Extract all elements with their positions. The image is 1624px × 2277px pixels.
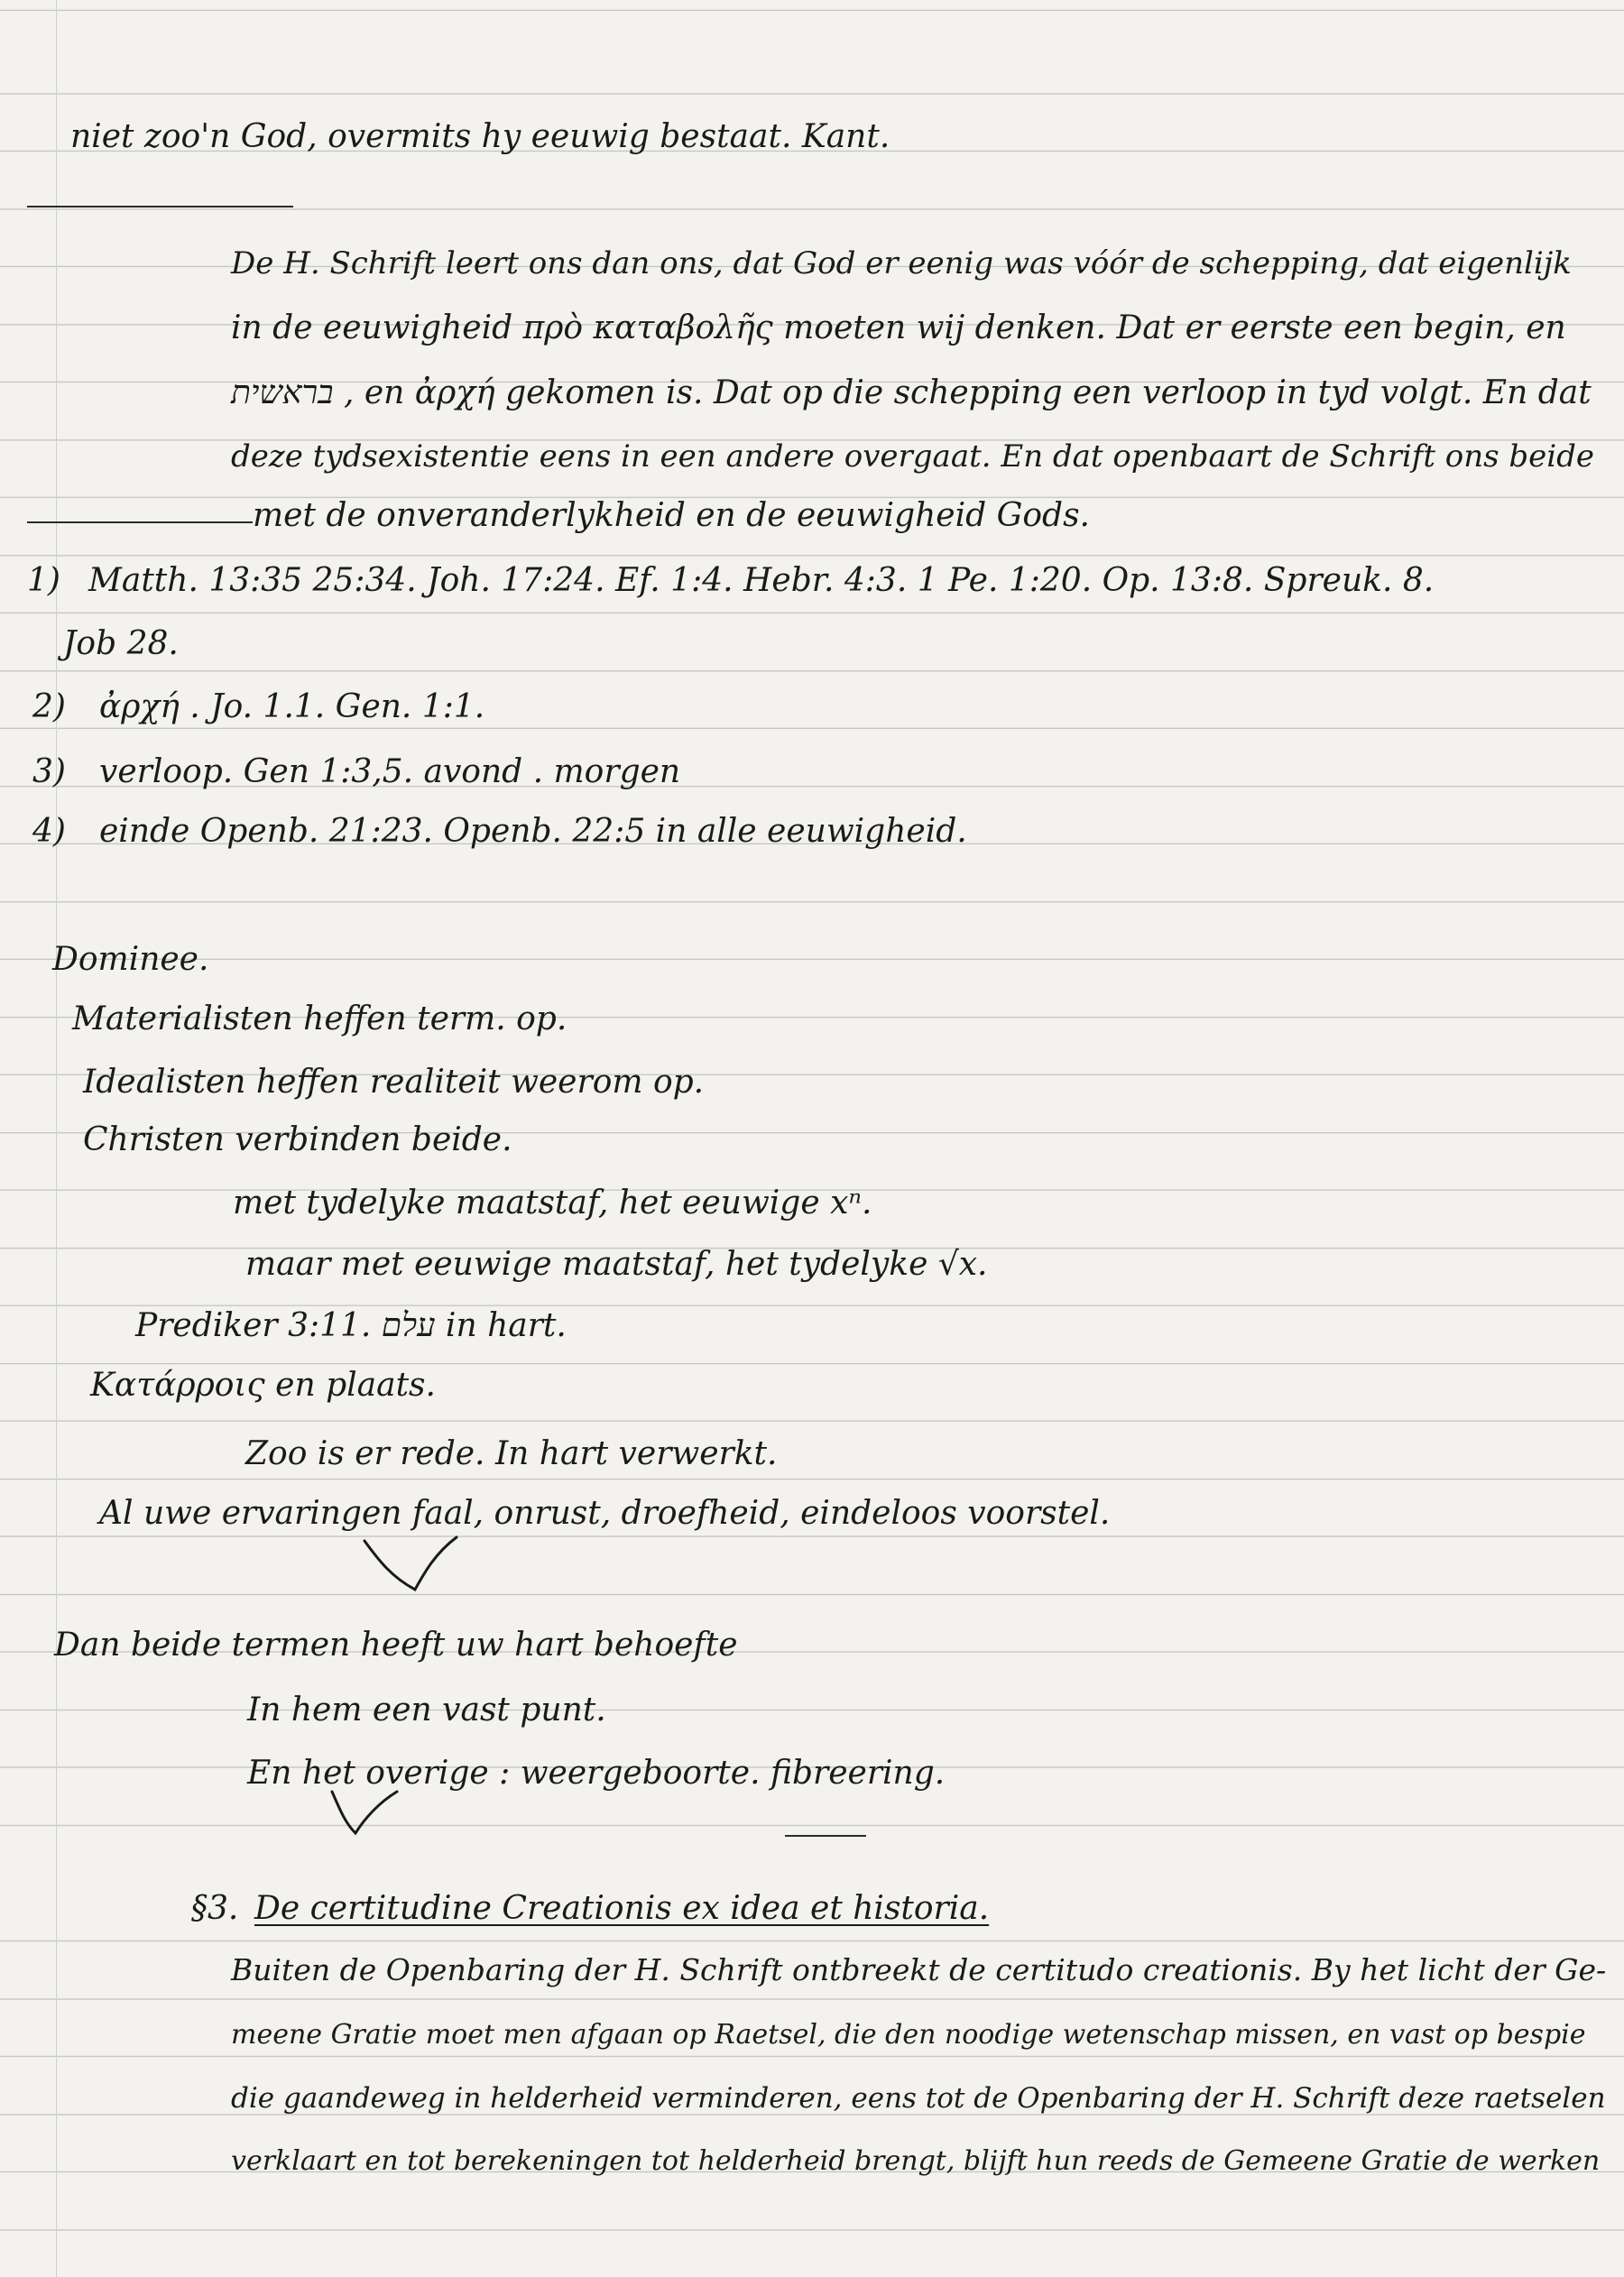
- section-para-line-2: meene Gratie moet men afgaan op Raetsel, die den noodige wetenschap missen, en vast op bespie: [231, 2019, 1586, 2051]
- heading-dominee: Dominee.: [52, 941, 209, 978]
- section-title: De certitudine Creationis ex idea et historia.: [254, 1890, 990, 1927]
- section-para-line-1: Buiten de Openbaring der H. Schrift ontbreekt de certitudo creationis. By het licht der Ge-: [231, 1952, 1607, 1987]
- note-line: met tydelyke maatstaf, het eeuwige xⁿ.: [233, 1185, 872, 1221]
- para-line-4: deze tydsexistentie eens in een andere overgaat. En dat openbaart de Schrift ons beide: [231, 438, 1595, 475]
- note-line: Christen verbinden beide.: [83, 1121, 512, 1158]
- note-4-text: einde Openb. 21:23. Openb. 22:5 in alle eeuwigheid.: [99, 813, 967, 850]
- check-mark-icon: [328, 1786, 401, 1840]
- section-para-line-4: verklaart en tot berekeningen tot helderheid brengt, blijft hun reeds de Gemeene Gratie de werken: [231, 2145, 1601, 2177]
- note-line: maar met eeuwige maatstaf, het tydelyke √x.: [245, 1246, 988, 1283]
- note-2-text: ἀρχή . Jo. 1.1. Gen. 1:1.: [99, 688, 485, 725]
- check-mark-icon: [361, 1534, 460, 1597]
- note-3-text: verloop. Gen 1:3,5. avond . morgen: [99, 753, 681, 790]
- para-line-2: in de eeuwigheid πρὸ καταβολῆς moeten wij denken. Dat er eerste een begin, en: [231, 309, 1566, 346]
- note-1-continuation: Job 28.: [63, 625, 179, 662]
- note-line: Κατάρροις en plaats.: [90, 1367, 436, 1404]
- note-number: 2): [32, 688, 66, 725]
- para-line-3: בראשית , en ἀρχή gekomen is. Dat op die schepping een verloop in tyd volgt. En dat: [231, 374, 1592, 411]
- note-1-text: Matth. 13:35 25:34. Joh. 17:24. Ef. 1:4. Hebr. 4:3. 1 Pe. 1:20. Op. 13:8. Spreuk. 8.: [88, 562, 1435, 599]
- separator-rule: [27, 521, 253, 523]
- note-number: 4): [32, 813, 66, 850]
- note-line: Prediker 3:11. עלם in hart.: [135, 1307, 567, 1344]
- short-separator-rule: [785, 1835, 866, 1837]
- section-para-line-3: die gaandeweg in helderheid verminderen, eens tot de Openbaring der H. Schrift deze raetselen: [231, 2082, 1606, 2115]
- note-line: In hem een vast punt.: [247, 1692, 606, 1728]
- note-line: Idealisten heffen realiteit weerom op.: [83, 1064, 705, 1101]
- note-line: En het overige : weergeboorte. fibreering.: [247, 1755, 946, 1792]
- section-number: §3.: [191, 1890, 239, 1927]
- line-kant: niet zoo'n God, overmits hy eeuwig bestaat. Kant.: [70, 118, 890, 155]
- note-line: Al uwe ervaringen faal, onrust, droefheid, eindeloos voorstel.: [99, 1495, 1111, 1532]
- note-line: Dan beide termen heeft uw hart behoefte: [54, 1627, 738, 1664]
- para-line-1: De H. Schrift leert ons dan ons, dat God er eenig was vóór de schepping, dat eigenlijk: [231, 245, 1572, 281]
- note-line: Zoo is er rede. In hart verwerkt.: [245, 1435, 778, 1472]
- margin-rule: [56, 0, 57, 2277]
- note-line: Materialisten heffen term. op.: [72, 1000, 567, 1037]
- note-number: 1): [27, 562, 60, 599]
- note-number: 3): [32, 753, 66, 790]
- separator-rule: [27, 206, 293, 207]
- para-line-5: met de onveranderlykheid en de eeuwigheid Gods.: [253, 497, 1091, 534]
